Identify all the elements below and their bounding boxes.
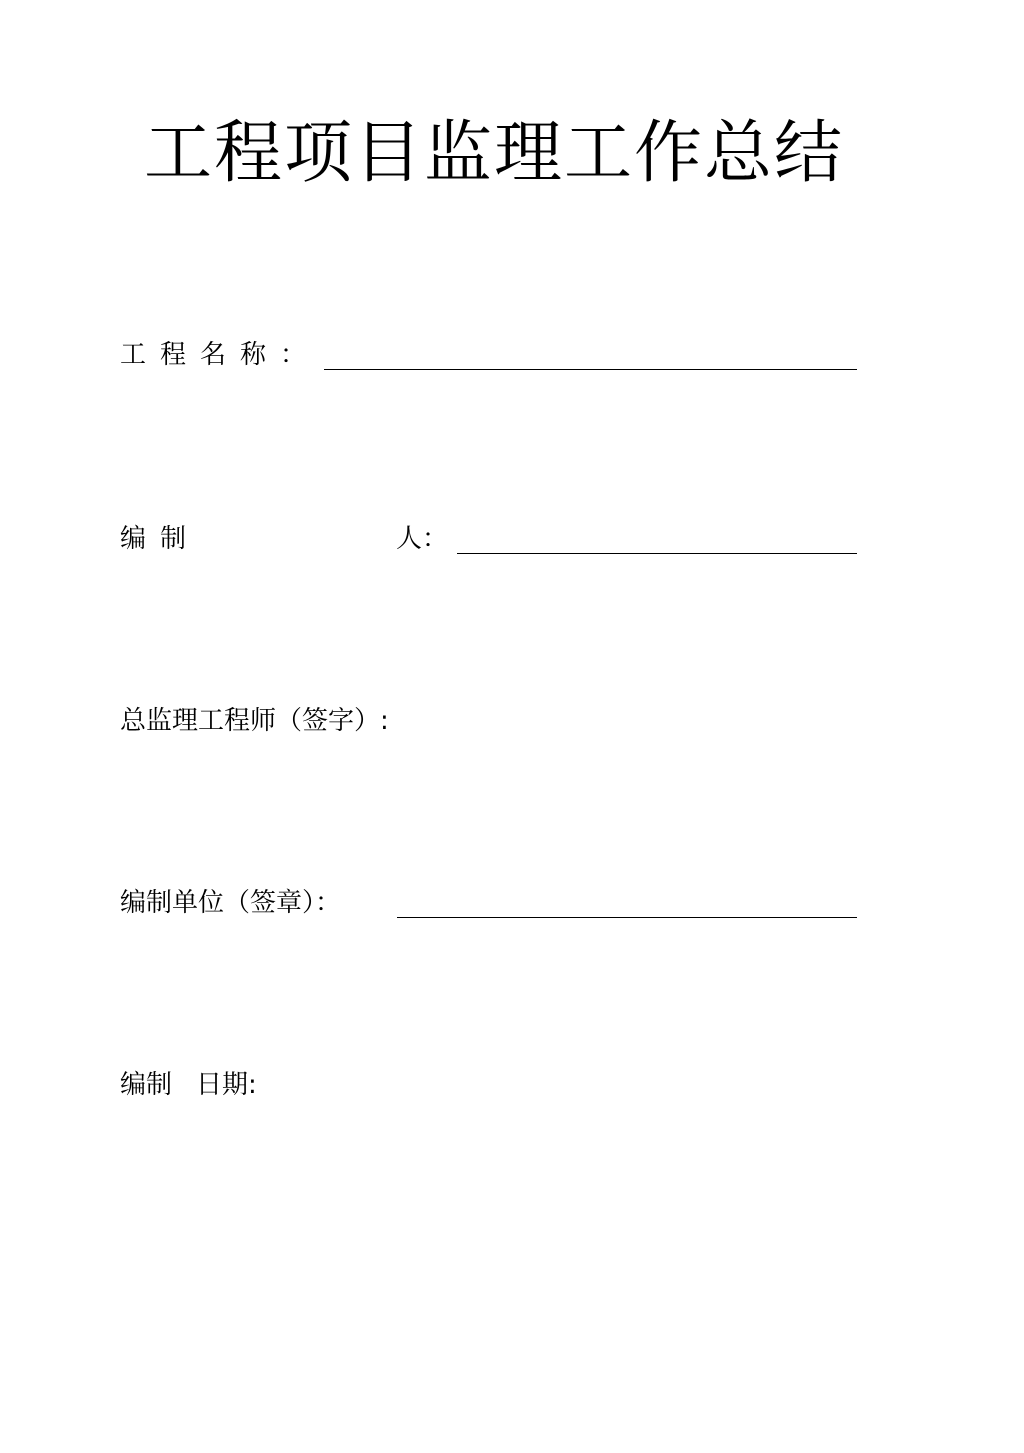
date-field (120, 1068, 860, 1108)
chief-engineer-field (120, 704, 860, 744)
document-title: 工程项目监理工作总结 (143, 114, 844, 193)
unit-underline[interactable] (397, 917, 857, 918)
unit-label: 编制单位（签章）： (120, 888, 342, 918)
project-name-field (120, 338, 860, 378)
chief-engineer-label: 总监理工程师（签字）: (120, 706, 389, 736)
project-name-label: 工程名称： (120, 340, 321, 370)
editor-field (120, 522, 860, 562)
date-label-part1: 编制 (120, 1070, 173, 1100)
project-name-underline[interactable] (324, 369, 857, 370)
editor-label-part1: 编制 (120, 524, 201, 554)
editor-label-part2: 人： (396, 524, 449, 554)
unit-field (120, 886, 860, 926)
date-label-part2: 日期: (196, 1070, 257, 1100)
editor-underline[interactable] (457, 553, 857, 554)
